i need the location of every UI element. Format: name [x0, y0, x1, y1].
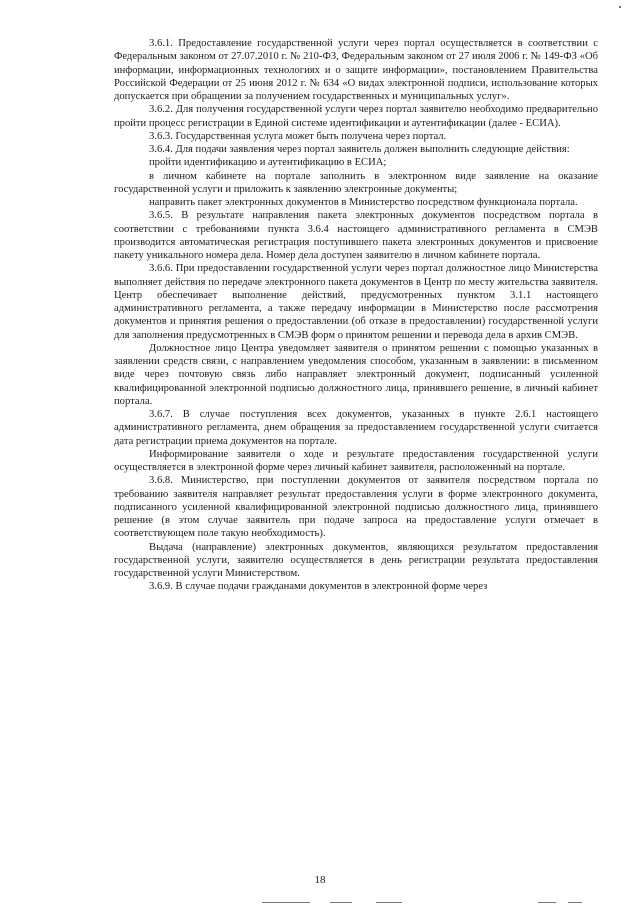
- list-item-cabinet: в личном кабинете на портале заполнить в электронном виде заявление на оказание государственной услуги и приложить к заявлению электронные документы;: [114, 170, 598, 195]
- paragraph-3-6-4: 3.6.4. Для подачи заявления через портал заявитель должен выполнить следующие действия:: [149, 144, 570, 155]
- paragraph-informing: Информирование заявителя о ходе и результате предоставления государственной услуги осуществляется в электронной форме через личный кабинет заявителя, расположенный на портале.: [114, 448, 598, 473]
- scan-artifact: [538, 902, 556, 903]
- paragraph-issuance: Выдача (направление) электронных документов, являющихся результатом предоставления государственной услуги, заявителю осуществляется в день регистрации результата предоставления государственной услуги Министерством.: [114, 541, 598, 579]
- paragraph-center-notification: Должностное лицо Центра уведомляет заявителя о принятом решении с помощью указанных в заявлении средств связи, с направлением уведомления способом, указанным в заявлении: в письменном виде через почтовую связь либо направляет электронный документ, подписанный усиленной квалифицированной электронной подписью должностного лица, принявшего решение, в личный кабинет портала.: [114, 342, 598, 407]
- list-item-esia: пройти идентификацию и аутентификацию в ЕСИА;: [149, 157, 387, 169]
- paragraph-3-6-3: 3.6.3. Государственная услуга может быть получена через портал.: [149, 130, 447, 142]
- paragraph-3-6-6: 3.6.6. При предоставлении государственной услуги через портал должностное лицо Министерства выполняет действия по передаче электронного пакета документов в Центр по месту жительства заявителя. Центр обеспечивает выполнение действий, предусмотренных пунктом 3.1.1 настоящего административного регламента, а также передачу информации в Министерство после рассмотрения документов и принятия решения о предоставлении (об отказе в предоставлении) государственной услуги для заполнения предусмотренных в СМЭВ форм о принятом решении и перевода дела в архив СМЭВ.: [114, 263, 598, 341]
- paragraph-3-6-2: 3.6.2. Для получения государственной услуги через портал заявителю необходимо предварительно пройти процесс регистрации в Единой системе идентификации и аутентификации (далее - ЕСИА).: [114, 104, 598, 129]
- scan-artifact: [262, 902, 310, 903]
- list-item-send-package: направить пакет электронных документов в Министерство посредством функционала портала.: [149, 197, 578, 208]
- page-number: 18: [314, 874, 326, 886]
- paragraph-3-6-8: 3.6.8. Министерство, при поступлении документов от заявителя посредством портала по требованию заявителя направляет результат предоставления услуги в форме электронного документа, подписанного усиленной квалифицированной электронной подписью должностного лица, принявшего решение (в этом случае заявитель при подаче запроса на предоставление услуги отмечает в соответствующем поле такую необходимость).: [114, 475, 598, 540]
- paragraph-3-6-9: 3.6.9. В случае подачи гражданами документов в электронной форме через: [149, 581, 488, 593]
- paragraph-3-6-7: 3.6.7. В случае поступления всех документов, указанных в пункте 2.6.1 настоящего административного регламента, днем обращения за предоставлением государственной услуги считается дата регистрации приема документов на портале.: [114, 409, 598, 447]
- scan-artifact: [619, 6, 621, 8]
- scan-artifact: [376, 902, 402, 903]
- paragraph-3-6-5: 3.6.5. В результате направления пакета электронных документов посредством портала в соответствии с требованиями пункта 3.6.4 настоящего административного регламента в СМЭВ производится автоматическая регистрация поступившего пакета электронных документов и присвоение пакету уникального номера дела. Номер дела доступен заявителю в личном кабинете портала.: [114, 210, 598, 261]
- scan-artifact: [330, 902, 352, 903]
- body-text: [114, 37, 598, 594]
- scan-artifact: [568, 902, 582, 903]
- paragraph-3-6-1: 3.6.1. Предоставление государственной услуги через портал осуществляется в соответствии с Федеральным законом от 27.07.2010 г. № 210-ФЗ, Федеральным законом от 27 июля 2006 г. № 149-ФЗ «Об информации, информационных технологиях и о защите информации», постановлением Правительства Российской Федерации от 25 июня 2012 г. № 634 «О видах электронной подписи, использование которых допускается при обращении за получением государственных и муниципальных услуг».: [114, 38, 598, 102]
